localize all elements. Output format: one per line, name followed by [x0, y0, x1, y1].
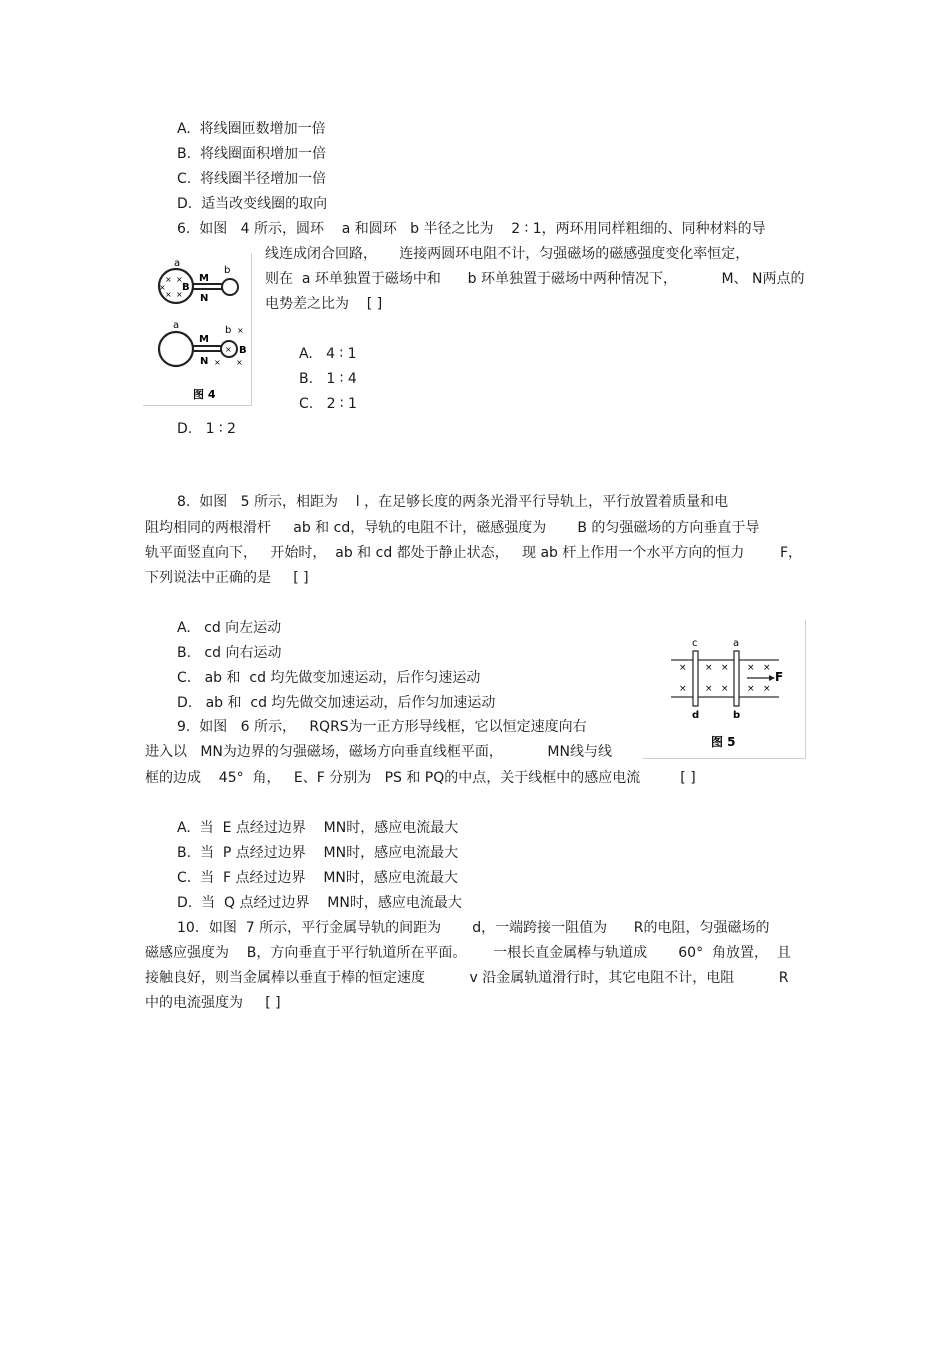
figure-5 [643, 620, 806, 759]
q8-option-b: B. cd 向右运动 [177, 645, 282, 661]
q8-stem-line-3: 轨平面竖直向下， 开始时， ab 和 cd 都处于静止状态， 现 ab 杆上作用一个水平方向的恒力 F， [145, 545, 803, 561]
fig4-x-3: × [165, 290, 172, 299]
fig5-x-9: × [747, 684, 755, 694]
figure-5-diagram [643, 620, 805, 758]
fig4-x-8: × [236, 358, 243, 367]
fig4-x-6: × [225, 345, 232, 354]
fig5-x-4: × [747, 663, 755, 673]
q9-option-d: D. 当 Q 点经过边界 MN时，感应电流最大 [177, 895, 462, 911]
fig4-label-a-top: a [174, 258, 181, 269]
q5-option-a: A. 将线圈匝数增加一倍 [177, 121, 326, 137]
q9-stem-line-1: 9. 如图 6 所示， RQRS为一正方形导线框，它以恒定速度向右 [177, 719, 587, 735]
q6-option-c: C. 2 ∶ 1 [299, 396, 357, 412]
fig5-x-5: × [763, 663, 771, 673]
fig4-x-4: × [176, 290, 183, 299]
fig5-x-1: × [679, 663, 687, 673]
fig4-label-M-top: M [199, 273, 209, 284]
fig4-label-a-bottom: a [173, 320, 180, 331]
fig4-x-9: × [214, 358, 221, 367]
fig5-label-d: d [692, 710, 700, 721]
q9-stem-line-2: 进入以 MN为边界的匀强磁场，磁场方向垂直线框平面， MN线与线 [145, 744, 612, 760]
fig4-x-5: × [159, 283, 166, 292]
fig4-label-N-bottom: N [200, 356, 209, 367]
q8-stem-line-4: 下列说法中正确的是 [ ] [145, 570, 309, 586]
q6-stem-line-3: 则在 a 环单独置于磁场中和 b 环单独置于磁场中两种情况下， M、 N两点的 [265, 271, 805, 287]
fig4-label-b-top: b [224, 265, 231, 276]
q8-option-d: D. ab 和 cd 均先做交加速运动，后作匀加速运动 [177, 695, 496, 711]
fig4-label-b-bottom: b [225, 325, 232, 336]
q5-option-c: C. 将线圈半径增加一倍 [177, 171, 327, 187]
q6-stem-line-2: 线连成闭合回路， 连接两圆环电阻不计，匀强磁场的磁感强度变化率恒定， [265, 246, 750, 262]
fig4-label-M-bottom: M [199, 334, 209, 345]
fig5-label-b: b [733, 710, 741, 721]
q9-option-b: B. 当 P 点经过边界 MN时，感应电流最大 [177, 845, 459, 861]
figure-4 [143, 253, 252, 406]
q9-option-a: A. 当 E 点经过边界 MN时，感应电流最大 [177, 820, 459, 836]
q10-stem-line-4: 中的电流强度为 [ ] [145, 995, 281, 1011]
q8-stem-line-2: 阻均相同的两根滑杆 ab 和 cd，导轨的电阻不计，磁感强度为 B 的匀强磁场的方向垂直于导 [145, 520, 760, 536]
fig5-x-7: × [705, 684, 713, 694]
q5-option-d: D. 适当改变线圈的取向 [177, 196, 328, 212]
fig4-label-B-top: B [182, 282, 190, 293]
q5-option-b: B. 将线圈面积增加一倍 [177, 146, 326, 162]
fig5-label-a: a [733, 638, 740, 649]
q9-option-c: C. 当 F 点经过边界 MN时，感应电流最大 [177, 870, 458, 886]
q10-stem-line-3: 接触良好，则当金属棒以垂直于棒的恒定速度 v 沿金属轨道滑行时，其它电阻不计，电阻 R [145, 970, 789, 986]
q10-stem-line-1: 10．如图 7 所示，平行金属导轨的间距为 d，一端跨接一阻值为 R的电阻，匀强磁场的 [177, 920, 770, 936]
fig4-x-2: × [176, 275, 183, 284]
fig4-x-1: × [165, 275, 172, 284]
q6-option-a: A. 4 ∶ 1 [299, 346, 357, 362]
fig4-label-B-bottom: B [239, 345, 247, 356]
fig5-x-2: × [705, 663, 713, 673]
fig5-label-F: F [775, 670, 784, 684]
fig5-label-c: c [692, 638, 698, 649]
fig5-caption: 图 5 [711, 735, 736, 749]
q6-stem-line-1: 6. 如图 4 所示，圆环 a 和圆环 b 半径之比为 2 ∶ 1，两环用同样粗细的、同种材料的导 [177, 221, 766, 237]
fig4-label-N-top: N [200, 293, 209, 304]
q6-option-d: D. 1 ∶ 2 [177, 421, 236, 437]
fig5-x-6: × [679, 684, 687, 694]
q8-option-a: A. cd 向左运动 [177, 620, 282, 636]
fig4-x-7: × [237, 326, 244, 335]
q8-option-c: C. ab 和 cd 均先做变加速运动，后作匀速运动 [177, 670, 481, 686]
fig5-x-3: × [721, 663, 729, 673]
q8-stem-line-1: 8. 如图 5 所示，相距为 l ，在足够长度的两条光滑平行导轨上，平行放置着质量和电 [177, 494, 729, 510]
q6-stem-line-4: 电势差之比为 [ ] [265, 296, 383, 312]
q6-option-b: B. 1 ∶ 4 [299, 371, 357, 387]
q9-stem-line-3: 框的边成 45° 角， E、F 分别为 PS 和 PQ的中点，关于线框中的感应电流 [ ] [145, 770, 696, 786]
q10-stem-line-2: 磁感应强度为 B，方向垂直于平行轨道所在平面。 一根长直金属棒与轨道成 60° 角放置， 且 [145, 945, 791, 961]
fig5-x-10: × [763, 684, 771, 694]
fig5-x-8: × [721, 684, 729, 694]
figure-4-diagram [143, 253, 251, 405]
fig4-caption: 图 4 [193, 388, 216, 401]
